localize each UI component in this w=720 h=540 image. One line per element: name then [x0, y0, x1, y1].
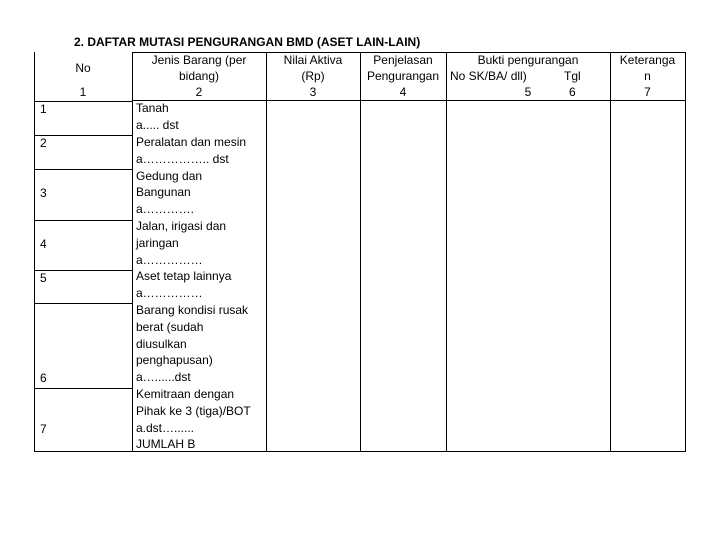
item-line: Barang kondisi rusak	[136, 303, 249, 317]
item-line: berat (sudah	[136, 320, 204, 334]
item-line: Tanah	[136, 101, 169, 115]
column-number: 5	[524, 85, 532, 99]
table-rule	[34, 388, 132, 389]
column-divider	[266, 52, 267, 452]
item-line: Bangunan	[136, 185, 191, 199]
column-number: 1	[79, 85, 87, 99]
table-rule	[34, 169, 132, 170]
table-rule	[34, 220, 132, 221]
row-number: 4	[40, 237, 47, 251]
item-line: a..... dst	[136, 118, 179, 132]
item-line: a…………….. dst	[136, 152, 229, 166]
item-line: Pihak ke 3 (tiga)/BOT	[136, 404, 251, 418]
header-keterangan: Keteranga	[619, 53, 676, 67]
item-line: Gedung dan	[136, 169, 203, 183]
header-bukti: Bukti pengurangan	[477, 53, 579, 67]
row-number: 6	[40, 371, 47, 385]
column-number: 2	[195, 85, 203, 99]
item-line: Peralatan dan mesin	[136, 135, 247, 149]
column-number: 6	[569, 85, 576, 99]
item-line: jaringan	[136, 236, 179, 250]
table-border	[685, 52, 686, 452]
column-divider	[132, 52, 133, 452]
header-no-sk: No SK/BA/ dll)	[450, 69, 527, 83]
table-rule	[34, 303, 132, 304]
header-jenis-barang: Jenis Barang (per	[151, 53, 247, 67]
item-line: a………….	[136, 202, 195, 216]
item-line: Jalan, irigasi dan	[136, 219, 227, 233]
mutation-table	[34, 52, 686, 452]
table-border	[34, 52, 35, 452]
column-number: 7	[644, 85, 651, 99]
total-label: JUMLAH B	[136, 437, 196, 451]
table-rule	[34, 451, 686, 452]
item-line: a……………	[136, 253, 203, 267]
column-number: 4	[399, 85, 407, 99]
item-line: diusulkan	[136, 337, 187, 351]
item-line: Aset tetap lainnya	[136, 269, 232, 283]
row-number: 7	[40, 422, 47, 436]
item-line: a.dst…......	[136, 421, 195, 435]
item-line: Kemitraan dengan	[136, 387, 235, 401]
table-rule	[34, 270, 132, 271]
column-divider	[360, 52, 361, 452]
table-rule	[34, 101, 132, 102]
column-number: 3	[309, 85, 317, 99]
row-number: 3	[40, 186, 47, 200]
table-rule	[34, 135, 132, 136]
header-penjelasan: Pengurangan	[366, 69, 440, 83]
column-divider	[610, 52, 611, 452]
header-tgl: Tgl	[564, 69, 581, 83]
item-line: a……………	[136, 286, 203, 300]
header-keterangan: n	[644, 69, 651, 83]
row-number: 1	[40, 102, 47, 116]
item-line: penghapusan)	[136, 353, 213, 367]
header-jenis-barang: bidang)	[178, 69, 220, 83]
row-number: 2	[40, 136, 47, 150]
item-line: a…......dst	[136, 370, 191, 384]
column-divider	[446, 52, 447, 452]
header-penjelasan: Penjelasan	[373, 53, 433, 67]
header-nilai-aktiva: (Rp)	[301, 69, 325, 83]
header-no: No	[75, 61, 91, 75]
header-nilai-aktiva: Nilai Aktiva	[283, 53, 343, 67]
row-number: 5	[40, 271, 47, 285]
document-title: 2. DAFTAR MUTASI PENGURANGAN BMD (ASET LAIN-LAIN)	[74, 35, 421, 49]
